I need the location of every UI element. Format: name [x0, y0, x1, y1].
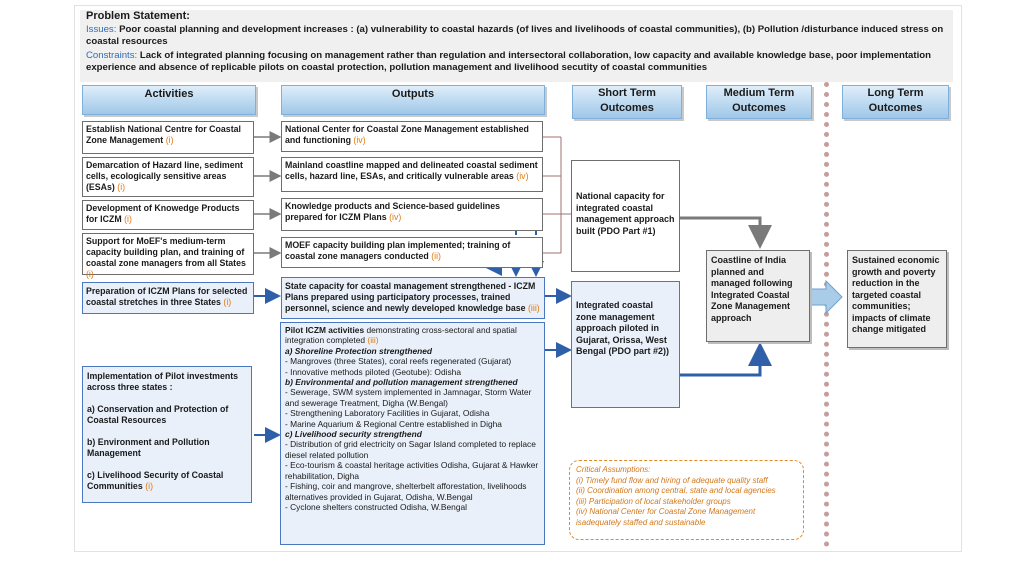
- pilot-line: - Marine Aquarium & Regional Centre established in Digha: [285, 418, 502, 429]
- critical-assumptions: Critical Assumptions: (i) Timely fund flow and hiring of adequate quality staff (ii) Coordination among central, state and local agencies (iii) Participation of local stakeholder groups (iv) National Center for Coastal Zone Management isadequately staffed and sustainable: [569, 460, 804, 540]
- output-state-capacity: State capacity for coastal management strengthened - ICZM Plans prepared using participatory processes, trained personnel, science and newly developed knowledge base (iii): [281, 277, 545, 319]
- constraints-label: Constraints:: [86, 50, 138, 61]
- problem-statement-title: Problem Statement:: [86, 10, 190, 22]
- pilot-line: - Mangroves (three States), coral reefs regenerated (Gujarat): [285, 356, 512, 367]
- pilot-line: - Eco-tourism & coastal heritage activities Odisha, Gujarat & Hawker rehabilitation, Digha: [285, 460, 539, 481]
- activity-hazard-line: Demarcation of Hazard line, sediment cells, ecologically sensitive areas (ESAs) (i): [82, 157, 254, 197]
- activity-iczm-plans: Preparation of ICZM Plans for selected coastal stretches in three States (i): [82, 282, 254, 314]
- pilot-line: c) Livelihood security strengthend: [285, 429, 422, 440]
- issues-label: Issues:: [86, 24, 117, 35]
- header-medium-term: Medium Term Outcomes: [706, 85, 812, 119]
- activity-pilot-investments: Implementation of Pilot investments across three states : a) Conservation and Protection of Coastal Resources b) Environment and Pollution Management c) Livelihood Security of Coastal Communities (i): [82, 366, 252, 503]
- short-term-integrated-approach: Integrated coastal zone management approach piloted in Gujarat, Orissa, West Bengal (PDO part #2)): [571, 281, 680, 408]
- output-coastline-mapped: Mainland coastline mapped and delineated coastal sediment cells, hazard line, ESAs, and critically vulnerable areas (iv): [281, 157, 543, 192]
- output-moef-capacity: MOEF capacity building plan implemented; training of coastal zone managers conducted (ii): [281, 237, 543, 268]
- output-knowledge-products: Knowledge products and Science-based guidelines prepared for ICZM Plans (iv): [281, 198, 543, 231]
- activity-national-centre: Establish National Centre for Coastal Zone Management (i): [82, 121, 254, 154]
- header-long-term: Long Term Outcomes: [842, 85, 949, 119]
- issues-text: Poor coastal planning and development increases : (a) vulnerability to coastal hazards (of lives and livelihoods of coastal communities), (b) Pollution /disturbance induced stress on coastal resources: [86, 24, 944, 47]
- constraints-text: Lack of integrated planning focusing on management rather than regulation and intersectoral collaboration, low capacity and available knowledge base, poor implementation experience and absence of replicable pilots on coastal protection, pollution management and livelihood secutity of coastal communities: [86, 50, 931, 73]
- pilot-line: - Sewerage, SWM system implemented in Jamnagar, Storm Water and sewerage Treatment, Digha (W.Bengal): [285, 387, 532, 408]
- pilot-line: - Cyclone shelters constructed Odisha, W.Bengal: [285, 501, 468, 512]
- pilot-line: - Innovative methods piloted (Geotube): Odisha: [285, 366, 461, 377]
- short-term-national-capacity: National capacity for integrated coastal management approach built (PDO Part #1): [571, 160, 680, 272]
- activity-knowledge-products: Development of Knowedge Products for ICZM (i): [82, 200, 254, 230]
- activity-capacity-building: Support for MoEF's medium-term capacity building plan, and training of coastal zone managers from all States (i): [82, 233, 254, 275]
- header-short-term: Short Term Outcomes: [572, 85, 682, 119]
- medium-term-outcome: Coastline of India planned and managed following Integrated Coastal Zone Management approach: [706, 250, 810, 342]
- header-outputs: Outputs: [281, 85, 545, 115]
- header-activities: Activities: [82, 85, 256, 115]
- pilot-line: - Fishing, coir and mangrove, shelterbelt afforestation, livelihoods alternatives provided in Gujarat, Odisha, W.Bengal: [285, 481, 527, 502]
- pilot-line: b) Environmental and pollution management strengthened: [285, 377, 518, 388]
- long-term-outcome: Sustained economic growth and poverty reduction in the targeted coastal communities; impacts of climate change mitigated: [847, 250, 947, 348]
- pilot-line: - Distribution of grid electricity on Sagar Island completed to replace diesel related pollution: [285, 439, 536, 460]
- pilot-line: a) Shoreline Protection strengthened: [285, 345, 433, 356]
- output-pilot-activities: Pilot ICZM activities demonstrating cross-sectoral and spatial integration completed (iii) a) Shoreline Protection strengthened - Mangroves (three States), coral reefs regenerated (Gujarat) - Innovative methods piloted (Geotube): Odisha b) Environmental and pollution management strengthened - Sewerage, SWM system implemented in Jamnagar, Storm Water and sewerage Treatment, Digha (W.Bengal) - Strengthening Laboratory Facilities in Gujarat, Odisha - Marine Aquarium & Regional Centre established in Digha c) Livelihood security strengthend - Distribution of grid electricity on Sagar Island completed to replace diesel related pollution - Eco-tourism & coastal heritage activities Odisha, Gujarat & Hawker rehabilitation, Digha - Fishing, coir and mangrove, shelterbelt afforestation, livelihoods alternatives provided in Gujarat, Odisha, W.Bengal - Cyclone shelters constructed Odisha, W.Bengal: [280, 322, 545, 545]
- pilot-line: - Strengthening Laboratory Facilities in Gujarat, Odisha: [285, 408, 490, 419]
- output-national-center: National Center for Coastal Zone Management established and functioning (iv): [281, 121, 543, 152]
